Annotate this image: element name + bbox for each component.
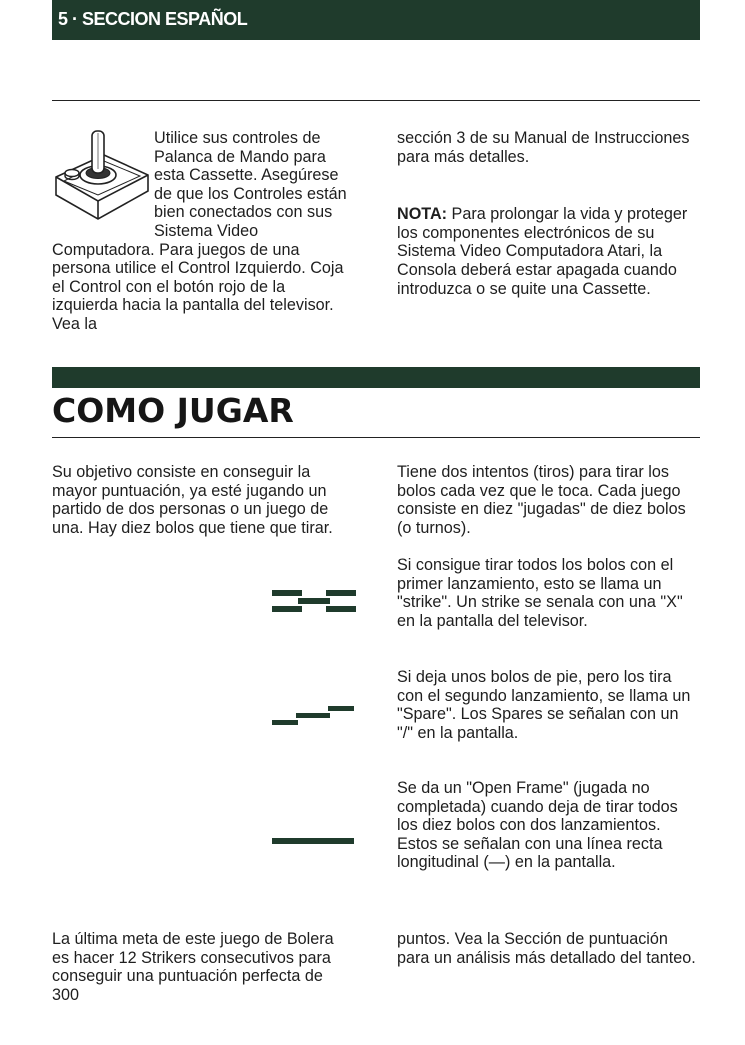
intro-left-text: Utilice sus controles de Palanca de Mando para esta Cassette. Asegúrese de que los Controles están bien conectados con sus Sistema Video Computadora. Para juegos de una persona utilice el Control Izquierdo. Coja el Control con el botón rojo de la izquierda hacia la pantalla del televisor. Vea la <box>52 129 347 333</box>
strike-symbol <box>272 590 356 614</box>
header-bar <box>52 0 700 40</box>
final-right-paragraph: puntos. Vea la Sección de puntuación para un análisis más detallado del tanteo. <box>397 930 696 967</box>
objective-paragraph: Su objetivo consiste en conseguir la mayor puntuación, ya esté jugando un partido de dos personas o un juego de una. Hay diez bolos que tiene que tirar. <box>52 463 333 537</box>
note-text: Para prolongar la vida y proteger los componentes electrónicos de su Sistema Video Computadora Atari, la Consola deberá estar apagada cuando introduzca o se quite una Cassette. <box>397 205 688 298</box>
top-rule <box>52 100 700 101</box>
section-bar <box>52 367 700 388</box>
intro-right-text: sección 3 de su Manual de Instrucciones para más detalles. <box>397 129 690 166</box>
intro-left-column <box>52 129 352 334</box>
title-rule <box>52 437 700 438</box>
intro-right-column <box>397 129 697 298</box>
joystick-icon <box>52 129 154 225</box>
spare-symbol <box>272 703 354 727</box>
open-frame-paragraph: Se da un "Open Frame" (jugada no completada) cuando deja de tirar todos los diez bolos con dos lanzamientos. Estos se señalan con una línea recta longitudinal (—) en la pantalla. <box>397 779 678 872</box>
final-left-paragraph: La última meta de este juego de Bolera es hacer 12 Strikers consecutivos para conseguir una puntuación perfecta de 300 <box>52 930 334 1004</box>
spare-paragraph: Si deja unos bolos de pie, pero los tira con el segundo lanzamiento, se llama un "Spare". Los Spares se señalan con un "/" en la pantalla. <box>397 668 691 742</box>
section-title: COMO JUGAR <box>52 391 294 430</box>
page-label: 5 · SECCION ESPAÑOL <box>58 9 248 29</box>
tries-paragraph: Tiene dos intentos (tiros) para tirar los bolos cada vez que le toca. Cada juego consiste en diez "jugadas" de diez bolos (o turnos). <box>397 463 686 537</box>
note-paragraph <box>397 205 697 298</box>
strike-paragraph: Si consigue tirar todos los bolos con el primer lanzamiento, esto se llama un "strike". Un strike se senala con una "X" en la pantalla del televisor. <box>397 556 683 630</box>
note-label: NOTA: <box>397 205 448 224</box>
open-frame-symbol <box>272 832 354 840</box>
